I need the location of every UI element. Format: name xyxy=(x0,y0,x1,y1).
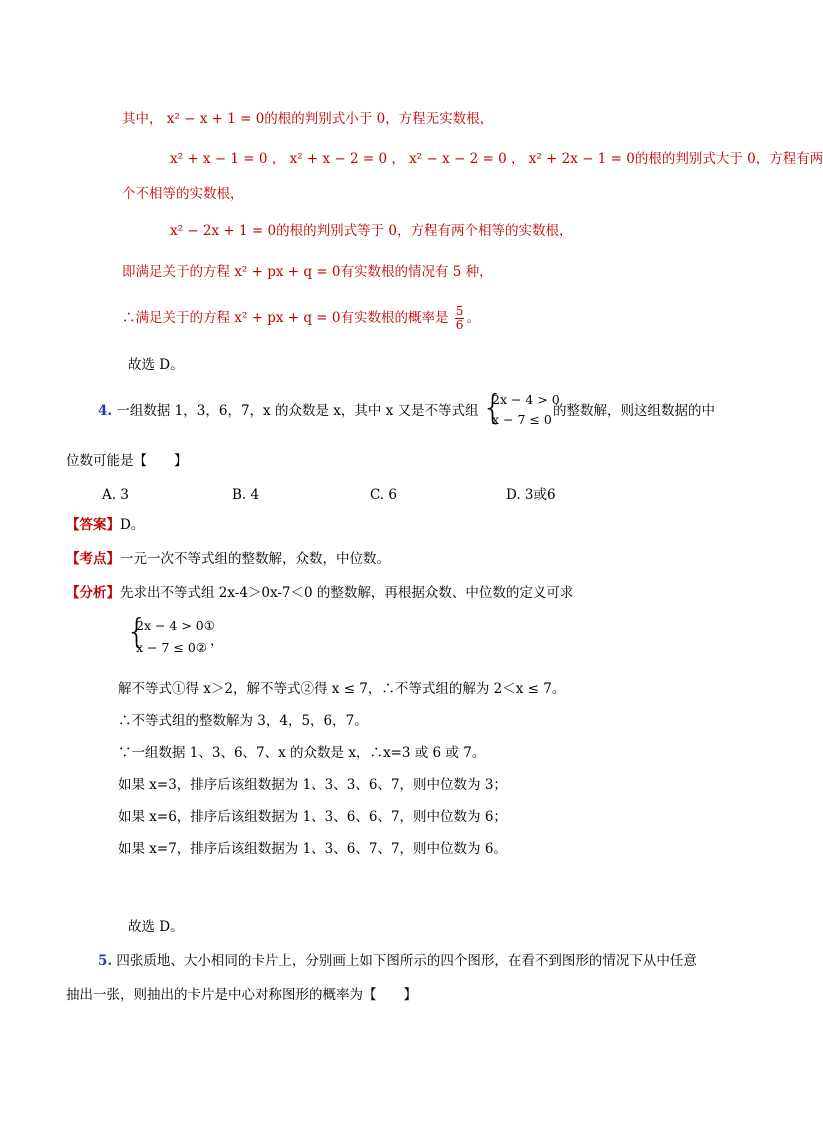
step-2: ∴不等式组的整数解为 3，4，5，6，7。 xyxy=(118,713,368,729)
option-b: B. 4 xyxy=(232,487,260,503)
line-suffix: 的根的判别式等于 0，方程有两个相等的实数根， xyxy=(276,223,573,239)
line-prefix: 即满足关于的方程 xyxy=(122,264,230,280)
analysis-row xyxy=(66,584,573,602)
equation-list: x² + x − 1 = 0 ， x² + x − 2 = 0 ， x² − x − 2 = 0 ， x² + 2x − 1 = 0 xyxy=(170,151,635,167)
q5-stem-line-2: 抽出一张，则抽出的卡片是中心对称图形的概率为【 】 xyxy=(66,987,417,1003)
option-c: C. 6 xyxy=(370,487,398,503)
q4-conclusion: 故选 D。 xyxy=(128,919,184,935)
system-row-2: x − 7 ≤ 0② xyxy=(136,640,208,655)
question-number: 4. xyxy=(98,403,113,419)
system-row-2: x − 7 ≤ 0 xyxy=(492,412,552,427)
equation: x² − x + 1 = 0 xyxy=(166,111,265,127)
answer-tag: 【答案】 xyxy=(66,517,120,533)
q5-stem-line-1 xyxy=(98,952,697,970)
brace: { xyxy=(126,612,148,652)
line-prefix: 其中， xyxy=(122,111,163,127)
line-end: 。 xyxy=(466,310,480,326)
red-line-6 xyxy=(122,302,480,334)
q4-stem-line-1b: 的整数解，则这组数据的中 xyxy=(553,403,715,419)
step-4: 如果 x=3，排序后该组数据为 1、3、3、6、7，则中位数为 3； xyxy=(118,777,507,793)
q4-stem-line-2: 位数可能是【 】 xyxy=(66,453,188,469)
brace: { xyxy=(482,388,504,428)
line-mid: 有实数根的概率是 xyxy=(340,310,449,326)
point-row xyxy=(66,550,390,568)
answer-value: D。 xyxy=(120,517,145,533)
question-number: 5. xyxy=(98,953,113,969)
system-row-1: 2x − 4 > 0① xyxy=(136,618,215,633)
probability-fraction xyxy=(455,305,465,332)
system-comma: ， xyxy=(210,633,224,649)
equation: x² − 2x + 1 = 0 xyxy=(170,223,277,239)
option-a: A. 3 xyxy=(102,487,129,503)
point-tag: 【考点】 xyxy=(66,551,120,567)
stem-part-a: 四张质地、大小相同的卡片上，分别画上如下图所示的四个图形，在看不到图形的情况下从中任意 xyxy=(116,953,697,969)
equation: x² + px + q = 0 xyxy=(234,310,341,326)
red-line-2 xyxy=(170,150,823,168)
step-3: ∵一组数据 1、3、6、7、x 的众数是 x，∴x=3 或 6 或 7。 xyxy=(118,745,486,761)
fraction-numerator: 5 xyxy=(455,304,464,318)
red-line-5 xyxy=(122,263,493,281)
step-6: 如果 x=7，排序后该组数据为 1、3、6、7、7，则中位数为 6。 xyxy=(118,841,507,857)
point-text: 一元一次不等式组的整数解，众数，中位数。 xyxy=(120,551,390,567)
line-suffix: 有实数根的情况有 5 种， xyxy=(340,264,493,280)
system-row-1: 2x − 4 > 0 xyxy=(492,392,560,407)
answer-row xyxy=(66,516,144,534)
line-suffix: 的根的判别式大于 0，方程有两 xyxy=(634,151,823,167)
q4-stem-line-1 xyxy=(98,402,479,420)
red-line-3: 个不相等的实数根， xyxy=(122,186,244,202)
step-1: 解不等式①得 x＞2，解不等式②得 x ≤ 7，∴不等式组的解为 2＜x ≤ 7。 xyxy=(118,681,566,697)
line-suffix: 的根的判别式小于 0，方程无实数根， xyxy=(264,111,494,127)
equation: x² + px + q = 0 xyxy=(234,264,341,280)
analysis-tag: 【分析】 xyxy=(66,585,120,601)
step-5: 如果 x=6，排序后该组数据为 1、3、6、6、7，则中位数为 6； xyxy=(118,809,507,825)
line-prefix: ∴满足关于的方程 xyxy=(122,310,230,326)
red-line-1 xyxy=(122,110,493,128)
q3-conclusion: 故选 D。 xyxy=(128,357,184,373)
stem-part-a: 一组数据 1，3，6，7，x 的众数是 x，其中 x 又是不等式组 xyxy=(116,403,479,419)
fraction-denominator: 6 xyxy=(455,318,464,332)
inequality-system xyxy=(482,388,560,432)
option-d: D. 3或6 xyxy=(506,487,556,503)
analysis-text: 先求出不等式组 2x-4＞0x-7＜0 的整数解，再根据众数、中位数的定义可求 xyxy=(120,585,574,601)
red-line-4 xyxy=(170,222,572,240)
